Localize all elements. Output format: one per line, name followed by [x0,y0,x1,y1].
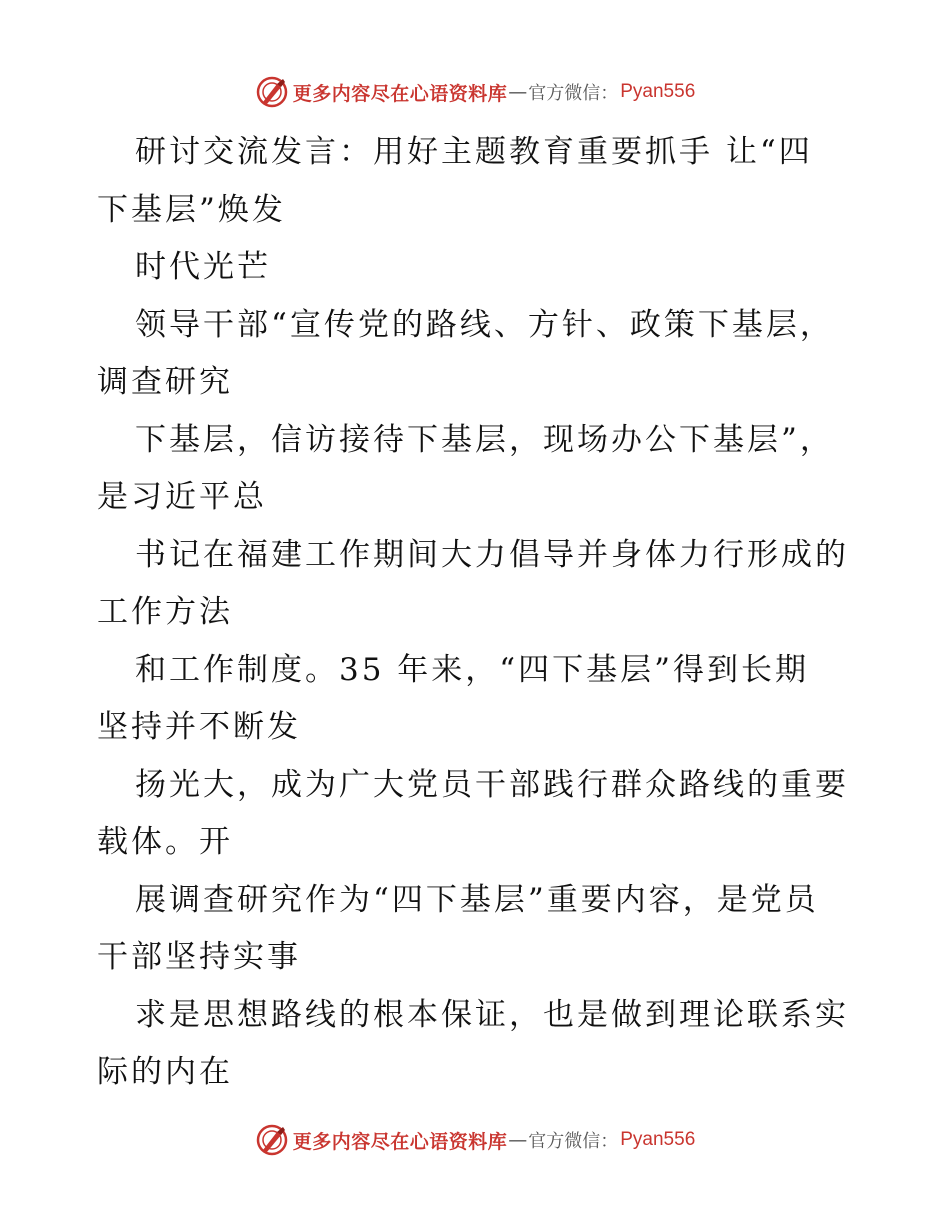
watermark-separator: — [508,1129,528,1151]
document-line: 领导干部“宣传党的路线、方针、政策下基层， [135,306,834,343]
watermark-wechat-id: Pyan556 [620,1129,696,1150]
watermark-official-label: 官方微信： [528,83,619,104]
document-line: 求是思想路线的根本保证，也是做到理论联系实 [135,996,849,1033]
watermark-brand-text: 更多内容尽在心语资料库 [292,82,508,105]
document-line: 研讨交流发言：用好主题教育重要抓手 让“四 [135,134,813,170]
document-line: 下基层，信访接待下基层，现场办公下基层”， [135,421,834,458]
document-line: 扬光大，成为广大党员干部践行群众路线的重要 [135,766,849,803]
document-line: 调查研究 [97,364,233,400]
header-watermark [0,72,950,112]
document-line: 和工作制度。35 年来，“四下基层”得到长期 [135,651,809,688]
document-line: 工作方法 [97,594,233,630]
document-line: 是习近平总 [97,479,267,515]
document-line: 下基层”焕发 [97,191,286,228]
document-line: 时代光芒 [135,249,271,285]
document-line: 际的内在 [97,1054,233,1090]
watermark-brand-text: 更多内容尽在心语资料库 [292,1130,508,1153]
document-line: 坚持并不断发 [97,709,301,745]
footer-watermark [0,1120,950,1160]
watermark-separator: — [508,81,528,103]
watermark-official-label: 官方微信： [528,1131,619,1152]
watermark-wechat-id: Pyan556 [620,81,696,102]
document-body [97,124,867,1102]
document-line: 干部坚持实事 [97,939,301,975]
document-line: 展调查研究作为“四下基层”重要内容，是党员 [135,881,819,918]
quill-pen-logo-icon [255,1123,289,1157]
document-line: 载体。开 [97,824,233,860]
document-line: 书记在福建工作期间大力倡导并身体力行形成的 [135,536,849,573]
quill-pen-logo-icon [255,75,289,109]
